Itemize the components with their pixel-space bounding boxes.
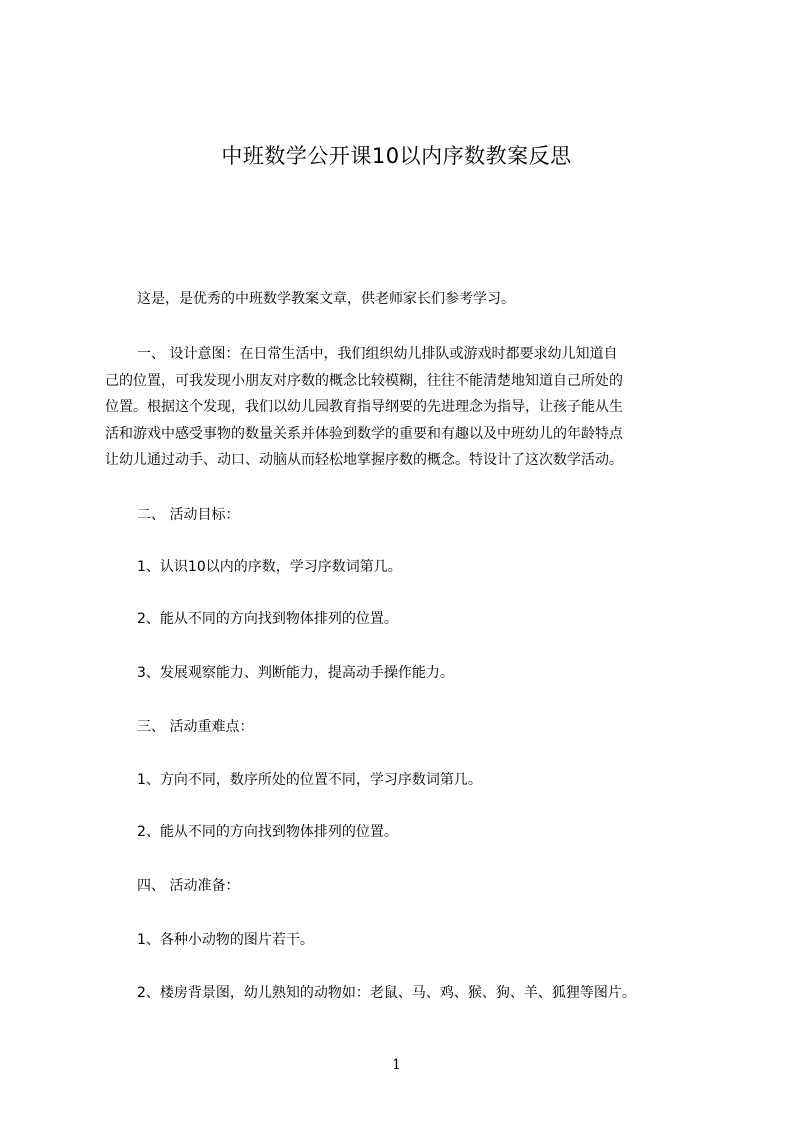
- preparation-heading: 四、 活动准备：: [137, 878, 240, 894]
- key-points-heading: 三、 活动重难点：: [137, 719, 254, 735]
- intro-paragraph: 这是，是优秀的中班数学教案文章，供老师家长们参考学习。: [137, 291, 515, 307]
- design-intent-paragraph: [107, 341, 702, 474]
- goal-item-3: 3、发展观察能力、判断能力，提高动手操作能力。: [137, 665, 454, 681]
- goal-item-1: 1、认识10以内的序数，学习序数词第几。: [137, 559, 402, 575]
- page-number: 1: [392, 1057, 401, 1073]
- preparation-item-1: 1、各种小动物的图片若干。: [137, 932, 314, 948]
- design-line-1: 一、 设计意图：在日常生活中，我们组织幼儿排队或游戏时都要求幼儿知道自: [137, 346, 618, 362]
- design-line-5: 让幼儿通过动手、动口、动脑从而轻松地掌握序数的概念。特设计了这次数学活动。: [105, 452, 623, 468]
- goals-heading: 二、 活动目标：: [137, 507, 240, 523]
- key-point-item-1: 1、方向不同，数序所处的位置不同，学习序数词第几。: [137, 772, 482, 788]
- key-point-item-2: 2、能从不同的方向找到物体排列的位置。: [137, 824, 398, 840]
- goal-item-2: 2、能从不同的方向找到物体排列的位置。: [137, 611, 398, 627]
- preparation-item-2: 2、楼房背景图，幼儿熟知的动物如：老鼠、马、鸡、猴、狗、羊、狐狸等图片。: [137, 985, 636, 1001]
- design-line-3: 位置。根据这个发现，我们以幼儿园教育指导纲要的先进理念为指导，让孩子能从生: [105, 399, 623, 415]
- design-line-4: 活和游戏中感受事物的数量关系并体验到数学的重要和有趣以及中班幼儿的年龄特点: [105, 425, 623, 442]
- design-line-2: 己的位置，可我发现小朋友对序数的概念比较模糊，往往不能清楚地知道自己所处的: [105, 372, 623, 389]
- document-title: 中班数学公开课10以内序数教案反思: [221, 144, 572, 168]
